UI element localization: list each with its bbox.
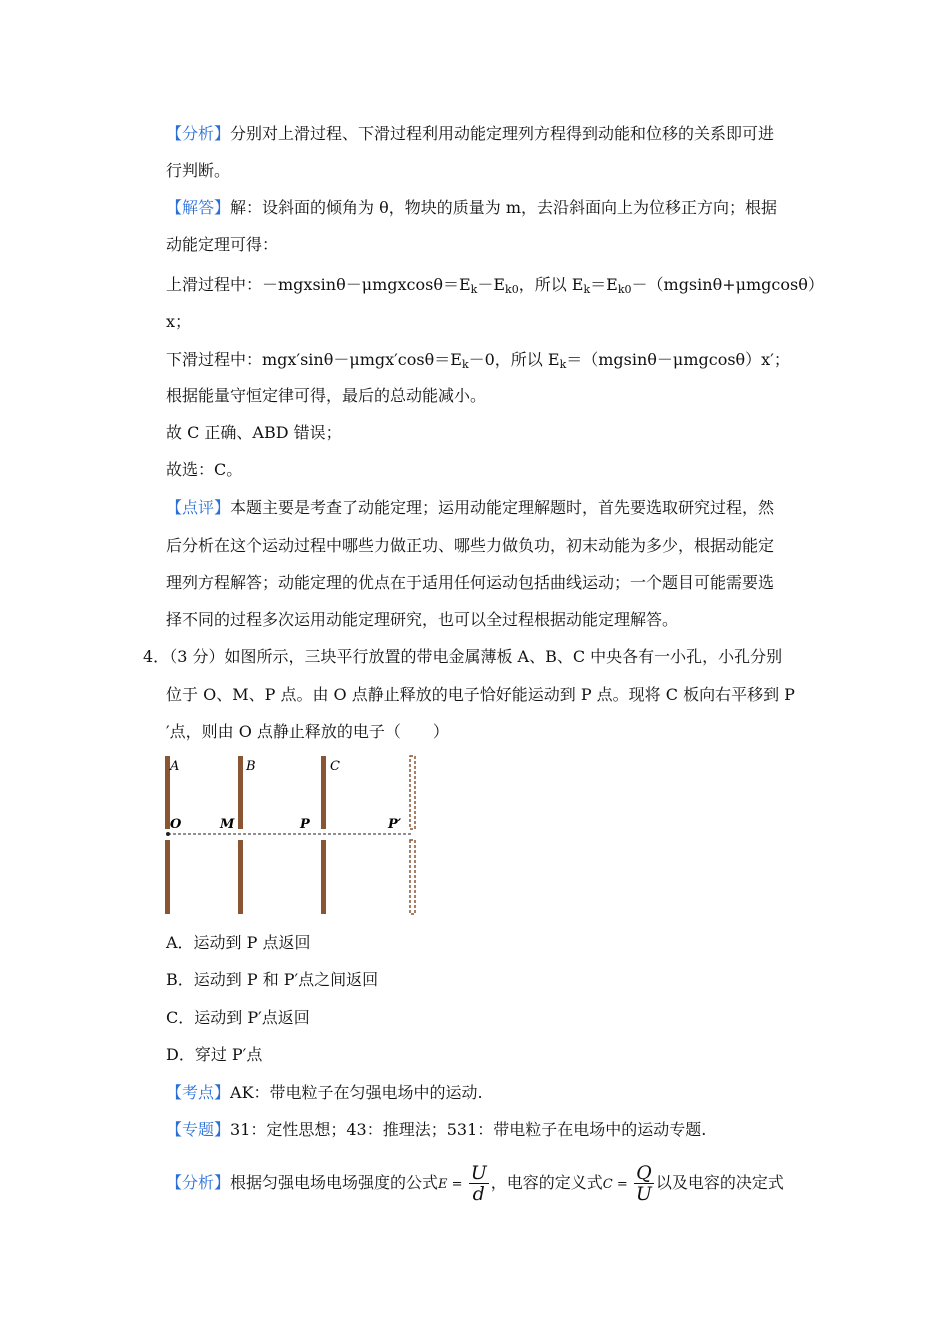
plate-c-upper [321, 756, 326, 829]
fraction-u-over-d: $\frac{U}{d}$ [470, 1162, 487, 1205]
kaodian-line: 【考点】AK：带电粒子在匀强电场中的运动. [166, 1083, 483, 1102]
kaodian-tag: 【考点】 [166, 1083, 231, 1102]
analysis-prev-line1: 【分析】分别对上滑过程、下滑过程利用动能定理列方程得到动能和位移的关系即可进 [166, 124, 775, 143]
analysis-tag: 【分析】 [166, 124, 231, 143]
point-label-p-prime: P′ [388, 817, 402, 832]
plate-b-upper [238, 756, 243, 829]
plate-a-lower [165, 840, 170, 914]
question-number: 4． [143, 647, 170, 666]
plate-c-shifted-lower [410, 840, 415, 914]
question-4-line2: 位于 O、M、P 点。由 O 点静止释放的电子恰好能运动到 P 点。现将 C 板向右平移到 P [166, 685, 795, 704]
plate-label-a: A [170, 759, 180, 774]
option-c: C．运动到 P′点返回 [166, 1008, 310, 1027]
parallel-plates-figure [160, 752, 430, 918]
question-4-line1: 4．（3 分）如图所示，三块平行放置的带电金属薄板 A、B、C 中央各有一小孔，小孔分别 [143, 647, 783, 666]
zhuanti-line: 【专题】31：定性思想；43：推理法；531：带电粒子在电场中的运动专题. [166, 1120, 707, 1139]
answer-up-cont: x； [166, 312, 192, 331]
plate-c-shifted-upper [410, 756, 415, 829]
analysis4-line: 【分析】根据匀强电场电场强度的公式E = $\frac{U}{d}$ ，电容的定义式C = $\frac{Q}{U}$ 以及电容的决定式 [166, 1162, 784, 1205]
analysis4-tag: 【分析】 [166, 1173, 231, 1192]
point-label-m: M [220, 817, 235, 832]
comment-tag: 【点评】 [166, 498, 231, 517]
hole-o-dot [166, 832, 170, 836]
answer-choice: 故选：C。 [166, 460, 243, 479]
answer-tag: 【解答】 [166, 198, 231, 217]
answer-up-equation: 上滑过程中：$-mgxsin\theta-\mu mgxcos\theta=E_k-E_{k0}$，所以 $E_k=E_{k0}-(mgsin\theta+\mu mgcos\theta)$ [166, 275, 824, 296]
answer-conclusion: 故 C 正确、ABD 错误； [166, 423, 342, 442]
plate-c-lower [321, 840, 326, 914]
plate-label-b: B [246, 759, 256, 774]
comment-line1: 【点评】本题主要是考查了动能定理；运用动能定理解题时，首先要选取研究过程，然 [166, 498, 775, 517]
answer-energy: 根据能量守恒定律可得，最后的总动能减小。 [166, 386, 487, 405]
plate-b-lower [238, 840, 243, 914]
zhuanti-tag: 【专题】 [166, 1120, 231, 1139]
answer-down-equation: 下滑过程中：$mgx'\sin\theta-\mu mgx'\cos\theta=E_k-0$，所以 $E_k=(mgsin\theta-\mu mgcos\theta)x'$； [166, 350, 790, 371]
plate-label-c: C [330, 759, 340, 774]
point-label-o: O [170, 817, 182, 832]
analysis-prev-line2: 行判断。 [166, 161, 231, 180]
fraction-q-over-u: $\frac{Q}{U}$ [635, 1162, 652, 1205]
answer-line1: 【解答】解：设斜面的倾角为 θ，物块的质量为 m，去沿斜面向上为位移正方向；根据 [166, 198, 777, 217]
field-e-var: E [438, 1177, 448, 1192]
option-d: D．穿过 P′点 [166, 1045, 263, 1064]
option-b: B．运动到 P 和 P′点之间返回 [166, 970, 379, 989]
capacitance-c-var: C [602, 1177, 613, 1192]
comment-line3: 理列方程解答；动能定理的优点在于适用任何运动包括曲线运动；一个题目可能需要选 [166, 573, 775, 592]
comment-line4: 择不同的过程多次运用动能定理研究，也可以全过程根据动能定理解答。 [166, 610, 679, 629]
question-4-line3: ′点，则由 O 点静止释放的电子（ ） [166, 722, 449, 741]
comment-line2: 后分析在这个运动过程中哪些力做正功、哪些力做负功，初末动能为多少，根据动能定 [166, 536, 775, 555]
answer-line2: 动能定理可得： [166, 235, 279, 254]
option-a: A．运动到 P 点返回 [166, 933, 311, 952]
point-label-p: P [300, 817, 310, 832]
